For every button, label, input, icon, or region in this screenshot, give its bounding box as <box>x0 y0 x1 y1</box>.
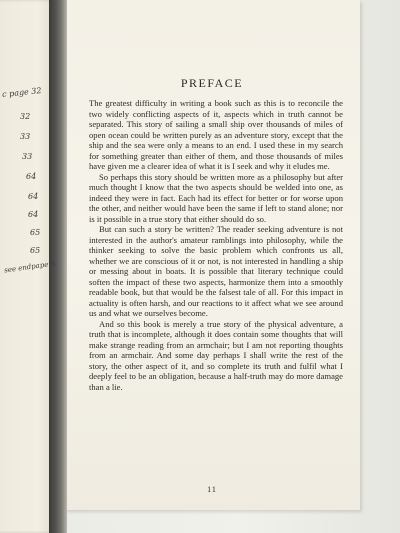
margin-note: 65 <box>30 246 41 255</box>
page-number: 11 <box>207 485 217 494</box>
margin-note: 33 <box>20 132 31 141</box>
margin-note: 33 <box>22 152 33 161</box>
margin-note: 65 <box>30 228 41 237</box>
paragraph: But can such a story be written? The reader seeking adventure is not interested in the author's amateur ramblings into philosophy, while the thinker seeking to solve the basic problem which confronts us all, whether we are conscious of it or not, is not interested in handling a ship or messing about in boats. It is possible that literary technique could soften the impact of these two aspects, harmonize them into a smoothly readable book, but that would be the falsest tale of all. For this impact in actuality is often harsh, and our reactions to it affect what we see around us and what we ourselves become. <box>89 224 343 318</box>
handwritten-margin-notes <box>0 85 56 288</box>
paragraph: And so this book is merely a true story of the physical adventure, a truth that is incomplete, although it does contain some thoughts that will make strange reading from an armchair; but I am not reporting thoughts from an armchair. And some day perhaps I shall write the rest of the story, the other aspect of it, and so complete its truth and fulfil what I deeply feel to be an obligation, because a half-truth may do more damage than a lie. <box>89 318 343 392</box>
margin-note: 64 <box>26 172 37 181</box>
margin-note: see endpapers <box>3 259 56 275</box>
margin-note: 32 <box>20 112 31 121</box>
paragraph: So perhaps this story should be written more as a philosophy but after much thought I know that the two aspects should be welded into one, as indeed they were in fact. Each had its effect for better or for worse upon the other, and neither would have been the same if left to stand alone; nor is it possible in a true story that either should do so. <box>89 171 343 224</box>
page-title: PREFACE <box>180 76 244 90</box>
margin-note: 64 <box>28 210 39 219</box>
margin-note: c page 32 <box>1 85 42 100</box>
margin-note: 64 <box>28 192 39 201</box>
preface-body <box>89 98 343 392</box>
paragraph: The greatest difficulty in writing a book such as this is to reconcile the two widely conflicting aspects of it, aspects which in truth cannot be separated. This story of sailing a small ship over thousands of miles of open ocean could be written purely as an adventure story, except that the ship and the sea were only a means to an end. I used these in my search for something greater than either of them, and those thousands of miles have given me a clearer idea of what it is I seek and why it eludes me. <box>89 98 343 171</box>
